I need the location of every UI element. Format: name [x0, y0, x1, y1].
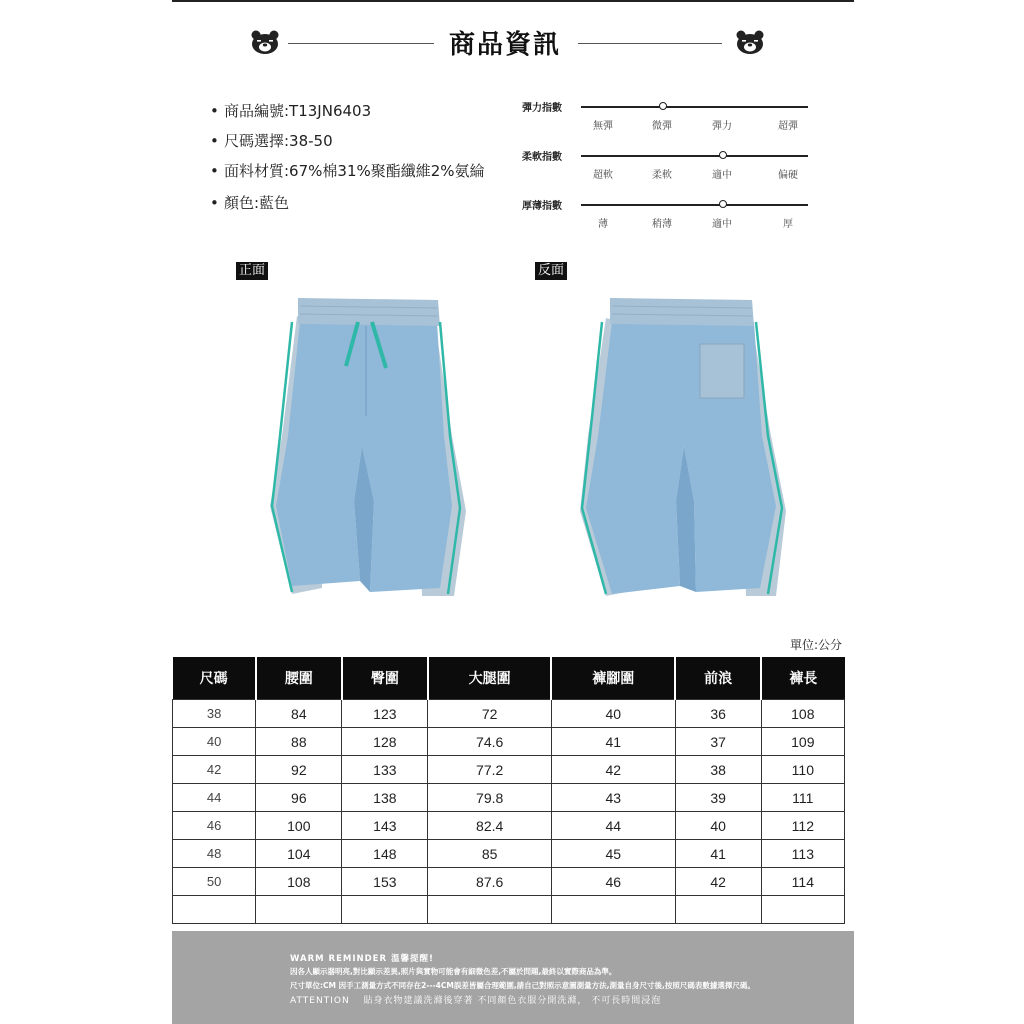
- size-table: [172, 657, 845, 924]
- attention-text: ATTENTION 貼身衣物建議洗滌後穿著 不同顏色衣服分開洗滌， 不可長時間浸泡: [290, 996, 662, 1006]
- table-cell: 41: [551, 728, 675, 756]
- back-view-label: 反面: [535, 262, 567, 280]
- table-cell: 92: [256, 756, 342, 784]
- table-row: [173, 868, 845, 896]
- table-cell: 44: [551, 812, 675, 840]
- warm-reminder-footer: [172, 931, 854, 1024]
- table-cell: 148: [342, 840, 428, 868]
- table-cell: 79.8: [428, 784, 552, 812]
- table-cell: [675, 896, 761, 924]
- table-cell: 42: [173, 756, 256, 784]
- col-header: 褲腳圍: [551, 657, 675, 700]
- index-option: 超軟: [593, 170, 613, 181]
- table-cell: 143: [342, 812, 428, 840]
- index-option: 薄: [598, 219, 608, 230]
- pants-front-image: [262, 296, 472, 605]
- table-cell: 113: [761, 840, 844, 868]
- table-cell: 45: [551, 840, 675, 868]
- table-cell: 38: [173, 700, 256, 728]
- table-cell: 43: [551, 784, 675, 812]
- table-cell: 114: [761, 868, 844, 896]
- product-info-list: [210, 100, 485, 222]
- col-header: 腰圍: [256, 657, 342, 700]
- index-label: 厚薄指數: [522, 201, 562, 212]
- table-cell: 84: [256, 700, 342, 728]
- table-cell: 46: [173, 812, 256, 840]
- index-option: 適中: [712, 170, 732, 181]
- table-cell: 50: [173, 868, 256, 896]
- softness-index: [520, 151, 820, 191]
- index-option: 厚: [783, 219, 793, 230]
- info-text: 面料材質:67%棉31%聚酯纖維2%氨綸: [224, 162, 485, 180]
- title-rule-right: [578, 43, 722, 44]
- table-row: [173, 840, 845, 868]
- table-cell: 110: [761, 756, 844, 784]
- info-item-material: • 面料材質:67%棉31%聚酯纖維2%氨綸: [210, 162, 485, 180]
- index-marker: [659, 102, 667, 110]
- table-cell: [551, 896, 675, 924]
- table-cell: [428, 896, 552, 924]
- index-option: 彈力: [712, 121, 732, 132]
- table-cell: 96: [256, 784, 342, 812]
- col-header: 前浪: [675, 657, 761, 700]
- title-rule-left: [288, 43, 434, 44]
- table-cell: 82.4: [428, 812, 552, 840]
- index-label: 彈力指數: [522, 103, 562, 114]
- table-cell: 133: [342, 756, 428, 784]
- info-text: 顏色:藍色: [224, 194, 290, 212]
- table-header-row: [173, 657, 845, 700]
- pants-back-image: [576, 296, 791, 605]
- table-cell: [761, 896, 844, 924]
- info-text: 商品編號:T13JN6403: [224, 102, 372, 120]
- col-header: 褲長: [761, 657, 844, 700]
- table-cell: 85: [428, 840, 552, 868]
- table-cell: 138: [342, 784, 428, 812]
- table-cell: 39: [675, 784, 761, 812]
- bear-logo-icon: [250, 30, 280, 54]
- index-option: 柔軟: [652, 170, 672, 181]
- table-row: [173, 812, 845, 840]
- table-cell: 153: [342, 868, 428, 896]
- table-cell: 104: [256, 840, 342, 868]
- index-marker: [719, 200, 727, 208]
- table-cell: 40: [675, 812, 761, 840]
- table-cell: 37: [675, 728, 761, 756]
- info-text: 尺碼選擇:38-50: [224, 132, 333, 150]
- table-row: [173, 784, 845, 812]
- table-cell: 77.2: [428, 756, 552, 784]
- unit-label: 單位:公分: [789, 638, 842, 652]
- table-cell: 36: [675, 700, 761, 728]
- col-header: 尺碼: [173, 657, 256, 700]
- table-row: [173, 756, 845, 784]
- table-cell: 72: [428, 700, 552, 728]
- info-item-color: • 顏色:藍色: [210, 194, 290, 212]
- index-option: 稍薄: [652, 219, 672, 230]
- index-label: 柔軟指數: [522, 152, 562, 163]
- table-row: [173, 728, 845, 756]
- bear-logo-icon: [735, 30, 765, 54]
- info-item-size: • 尺碼選擇:38-50: [210, 132, 333, 150]
- table-cell: 108: [256, 868, 342, 896]
- table-cell: 42: [551, 756, 675, 784]
- top-divider: [172, 0, 854, 2]
- reminder-text: 尺寸單位:CM 因手工測量方式不同存在2---4CM誤差皆屬合理範圍,請自己對照示意圖測量方法,測量自身尺寸後,按照尺碼表數據選擇尺碼。: [290, 981, 755, 990]
- reminder-text: 因各人顯示器明亮,對比顯示差異,照片與實物可能會有細微色差,不屬於問題,最終以實際商品為準。: [290, 967, 617, 976]
- table-cell: 123: [342, 700, 428, 728]
- index-bar: [581, 155, 808, 157]
- index-option: 偏硬: [778, 170, 798, 181]
- table-cell: 88: [256, 728, 342, 756]
- table-cell: 112: [761, 812, 844, 840]
- table-cell: 41: [675, 840, 761, 868]
- reminder-heading: WARM REMINDER 溫馨提醒!: [290, 954, 434, 964]
- table-cell: 109: [761, 728, 844, 756]
- index-option: 微彈: [652, 121, 672, 132]
- index-option: 無彈: [593, 121, 613, 132]
- index-option: 超彈: [778, 121, 798, 132]
- table-cell: 42: [675, 868, 761, 896]
- col-header: 大腿圍: [428, 657, 552, 700]
- table-cell: 111: [761, 784, 844, 812]
- front-view-label: 正面: [236, 262, 268, 280]
- table-cell: [256, 896, 342, 924]
- table-cell: 74.6: [428, 728, 552, 756]
- table-cell: [342, 896, 428, 924]
- index-bar: [581, 204, 808, 206]
- table-cell: 38: [675, 756, 761, 784]
- table-cell: 87.6: [428, 868, 552, 896]
- table-cell: 48: [173, 840, 256, 868]
- table-cell: [173, 896, 256, 924]
- table-row: [173, 700, 845, 728]
- info-item-sku: • 商品編號:T13JN6403: [210, 102, 372, 120]
- page-title: 商品資訊: [448, 30, 561, 60]
- index-marker: [719, 151, 727, 159]
- table-cell: 40: [173, 728, 256, 756]
- thickness-index: [520, 200, 820, 240]
- table-cell: 128: [342, 728, 428, 756]
- table-cell: 100: [256, 812, 342, 840]
- table-cell: 40: [551, 700, 675, 728]
- index-option: 適中: [712, 219, 732, 230]
- col-header: 臀圍: [342, 657, 428, 700]
- table-cell: 46: [551, 868, 675, 896]
- table-cell: 44: [173, 784, 256, 812]
- table-cell: 108: [761, 700, 844, 728]
- index-bar: [581, 106, 808, 108]
- table-row: [173, 896, 845, 924]
- elasticity-index: [520, 102, 820, 142]
